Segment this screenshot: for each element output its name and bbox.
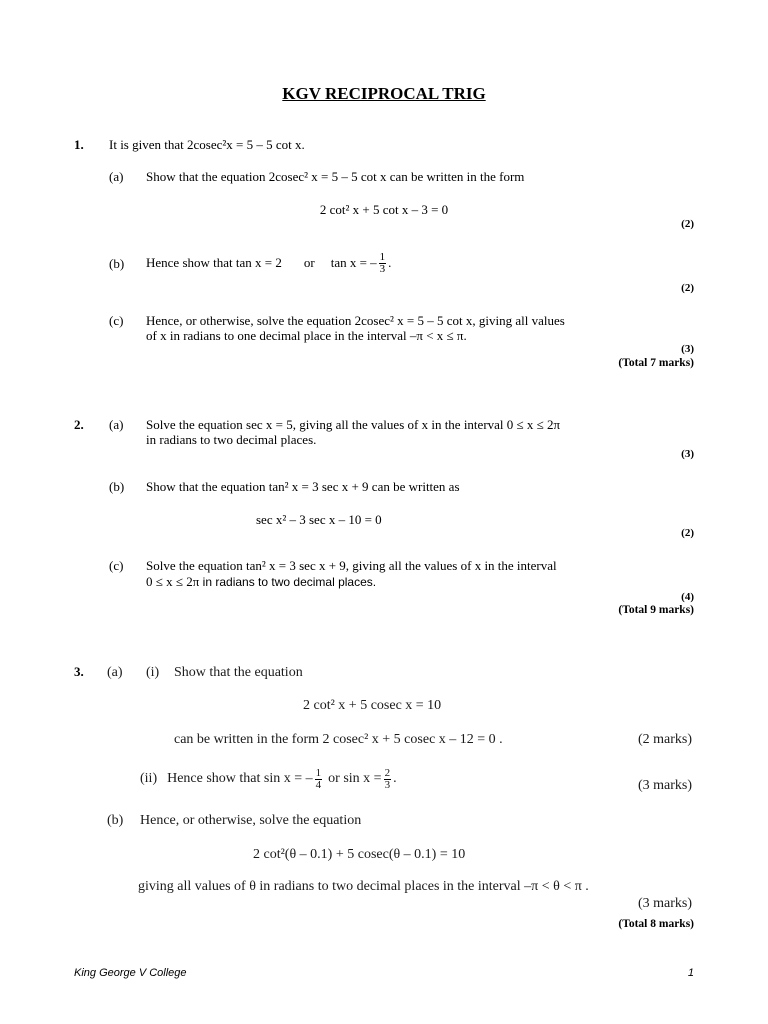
q1a-text: Show that the equation 2cosec² x = 5 – 5 cot x can be written in the form (146, 169, 525, 184)
q3b-marks: (3 marks) (637, 896, 692, 911)
q1b-end: . (388, 255, 392, 270)
q2c-text-line1: Solve the equation tan² x = 3 sec x + 9, giving all the values of x in the interval (146, 558, 557, 573)
q2a-label: (a) (109, 417, 124, 432)
q1a-label: (a) (109, 169, 124, 184)
question-3-number: 3. (74, 664, 84, 679)
q3b-label: (b) (107, 813, 124, 828)
q3aii-fraction-1 (315, 768, 323, 791)
q1b-fraction (379, 252, 387, 275)
q1a-marks: (2) (681, 218, 694, 230)
q1a-equation: 2 cot² x + 5 cot x – 3 = 0 (319, 202, 449, 217)
footer-page-number: 1 (687, 967, 694, 979)
question-1-intro: It is given that 2cosec²x = 5 – 5 cot x. (109, 137, 305, 152)
q3b-equation: 2 cot²(θ – 0.1) + 5 cosec(θ – 0.1) = 10 (253, 847, 466, 862)
q2b-equation: sec x² – 3 sec x – 10 = 0 (256, 512, 382, 527)
q2c-text-rest: in radians to two decimal places. (199, 575, 377, 589)
q1b-marks: (2) (681, 282, 694, 294)
q2a-text-line2: in radians to two decimal places. (146, 432, 317, 447)
q1b-text-part1: Hence show that tan x = 2 (146, 255, 282, 270)
q3aii-or: or sin x = (328, 771, 382, 786)
q3aii-text: Hence show that sin x = – (167, 771, 313, 786)
q2b-label: (b) (109, 479, 125, 494)
q2a-text-line1: Solve the equation sec x = 5, giving all the values of x in the interval 0 ≤ x ≤ 2π (146, 417, 561, 432)
question-1-number: 1. (74, 137, 84, 152)
q3aii-label: (ii) (140, 771, 158, 786)
footer-college-name: King George V College (74, 967, 187, 979)
q3ai-marks: (2 marks) (637, 732, 692, 747)
q2c-text-line2 (146, 574, 376, 590)
q3aii-fraction-2-numerator: 2 (384, 766, 391, 779)
q2b-marks: (2) (681, 527, 694, 539)
q3aii-fraction-1-denominator: 4 (315, 778, 322, 791)
q3aii-fraction-2 (384, 768, 392, 791)
q3b-text: Hence, or otherwise, solve the equation (140, 813, 362, 828)
q2c-marks: (4) (681, 591, 694, 603)
q3ai-equation: 2 cot² x + 5 cosec x = 10 (303, 698, 442, 713)
q3aii-marks: (3 marks) (637, 778, 692, 793)
q1b-label: (b) (109, 256, 125, 271)
page-title: KGV RECIPROCAL TRIG (282, 84, 486, 103)
q3aii-fraction-2-denominator: 3 (384, 778, 391, 791)
q1c-label: (c) (109, 313, 124, 328)
q3aii-row (140, 766, 397, 792)
q1b-text (146, 248, 391, 278)
q1b-fraction-denominator: 3 (379, 262, 386, 275)
q3b-text-2: giving all values of θ in radians to two decimal places in the interval –π < θ < π . (138, 879, 589, 894)
q3ai-text: Show that the equation (174, 665, 303, 680)
question-2-number: 2. (74, 417, 84, 432)
q1c-text-line1: Hence, or otherwise, solve the equation 2cosec² x = 5 – 5 cot x, giving all values (146, 313, 565, 328)
q3aii-fraction-1-numerator: 1 (315, 766, 322, 779)
q3-total-marks: (Total 8 marks) (618, 918, 694, 930)
q1c-text-line2: of x in radians to one decimal place in the interval –π < x ≤ π. (146, 328, 467, 343)
q2-total-marks: (Total 9 marks) (618, 604, 694, 616)
q1c-marks: (3) (681, 343, 694, 355)
q3ai-label: (i) (146, 665, 160, 680)
q2c-interval: 0 ≤ x ≤ 2π (146, 574, 200, 589)
q1b-or: or (303, 255, 315, 270)
q2b-text: Show that the equation tan² x = 3 sec x + 9 can be written as (146, 479, 460, 494)
q1-total-marks: (Total 7 marks) (618, 357, 694, 369)
q3aii-end: . (393, 771, 397, 786)
q1b-fraction-numerator: 1 (379, 250, 386, 263)
q1b-text-part2: tan x = – (330, 255, 377, 270)
q2c-label: (c) (109, 558, 124, 573)
q3a-label: (a) (107, 665, 123, 680)
q3ai-text-2: can be written in the form 2 cosec² x + 5 cosec x – 12 = 0 . (174, 732, 503, 747)
q2a-marks: (3) (681, 448, 694, 460)
